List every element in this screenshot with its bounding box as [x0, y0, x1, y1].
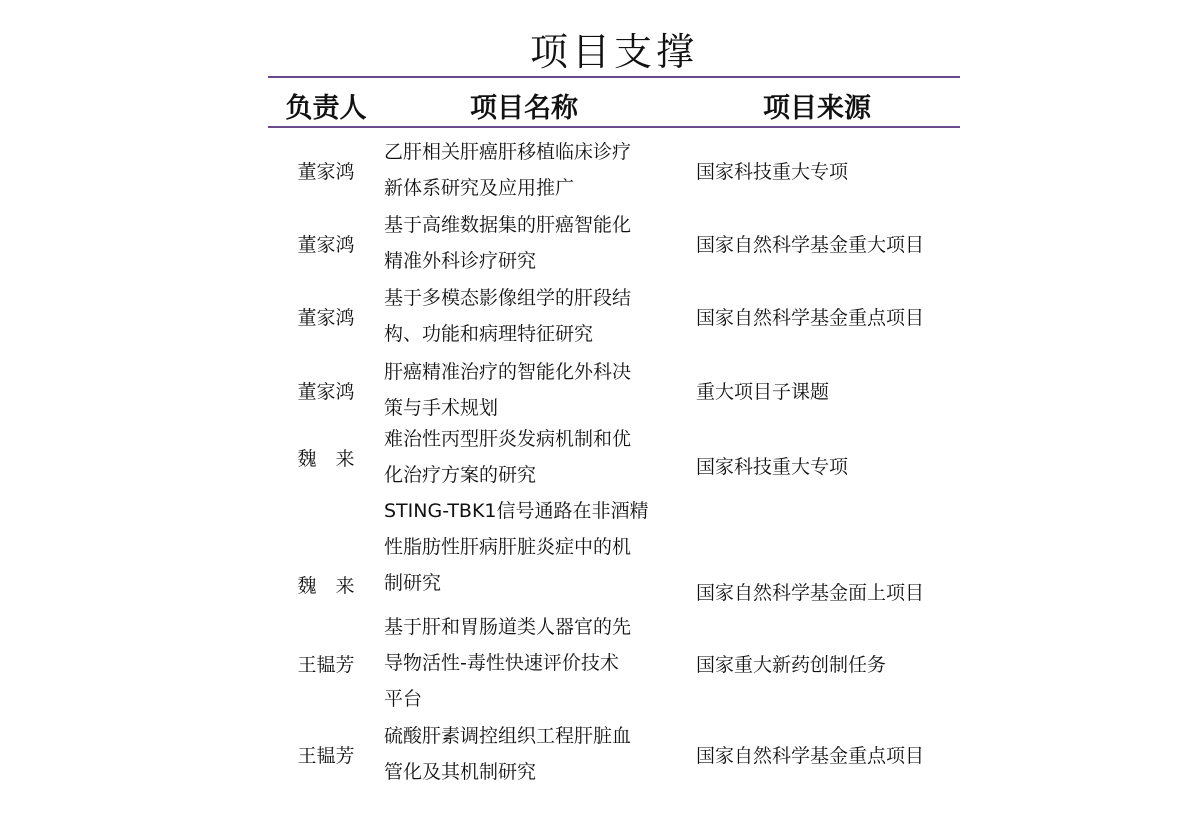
row-owner: 董家鸿 [297, 380, 355, 403]
table-row [268, 718, 960, 790]
row-project-name: 乙肝相关肝癌肝移植临床诊疗 新体系研究及应用推广 [384, 141, 632, 199]
row-project-name: 难治性丙型肝炎发病机制和优 化治疗方案的研究 [384, 428, 632, 486]
row-project-source: 国家科技重大专项 [696, 455, 849, 478]
row-project-source: 国家自然科学基金重点项目 [696, 744, 925, 767]
table-row [268, 421, 960, 493]
table-row [268, 354, 960, 426]
row-project-source: 国家自然科学基金重大项目 [696, 233, 925, 256]
row-project-name: 基于肝和胃肠道类人器官的先 导物活性-毒性快速评价技术 平台 [384, 616, 632, 710]
row-owner: 王韫芳 [297, 653, 355, 676]
row-project-name: 基于多模态影像组学的肝段结 构、功能和病理特征研究 [384, 287, 632, 345]
row-project-source: 国家科技重大专项 [696, 160, 849, 183]
column-header-project-source: 项目来源 [763, 93, 871, 124]
row-owner: 魏 来 [297, 447, 355, 470]
table-row [268, 493, 960, 604]
row-owner: 董家鸿 [297, 306, 355, 329]
row-owner: 董家鸿 [297, 160, 355, 183]
column-header-owner: 负责人 [285, 93, 367, 124]
row-project-name: 硫酸肝素调控组织工程肝脏血 管化及其机制研究 [384, 725, 632, 783]
row-project-source: 国家自然科学基金面上项目 [696, 581, 925, 604]
row-owner: 王韫芳 [297, 744, 355, 767]
header-top-divider [268, 76, 960, 78]
table-row [268, 134, 960, 206]
row-project-name: 肝癌精准治疗的智能化外科决 策与手术规划 [384, 361, 632, 419]
table-row [268, 609, 960, 717]
table-row [268, 207, 960, 279]
column-header-project-name: 项目名称 [470, 93, 578, 124]
row-project-name: 基于高维数据集的肝癌智能化 精准外科诊疗研究 [384, 214, 632, 272]
page-title: 项目支撑 [529, 30, 698, 74]
row-project-source: 国家重大新药创制任务 [696, 653, 887, 676]
row-project-source: 重大项目子课题 [696, 380, 830, 403]
row-owner: 魏 来 [297, 574, 355, 597]
row-project-source: 国家自然科学基金重点项目 [696, 306, 925, 329]
table-row [268, 280, 960, 352]
header-bottom-divider [268, 126, 960, 128]
row-owner: 董家鸿 [297, 233, 355, 256]
row-project-name: STING-TBK1信号通路在非酒精 性脂肪性肝病肝脏炎症中的机 制研究 [384, 500, 649, 594]
